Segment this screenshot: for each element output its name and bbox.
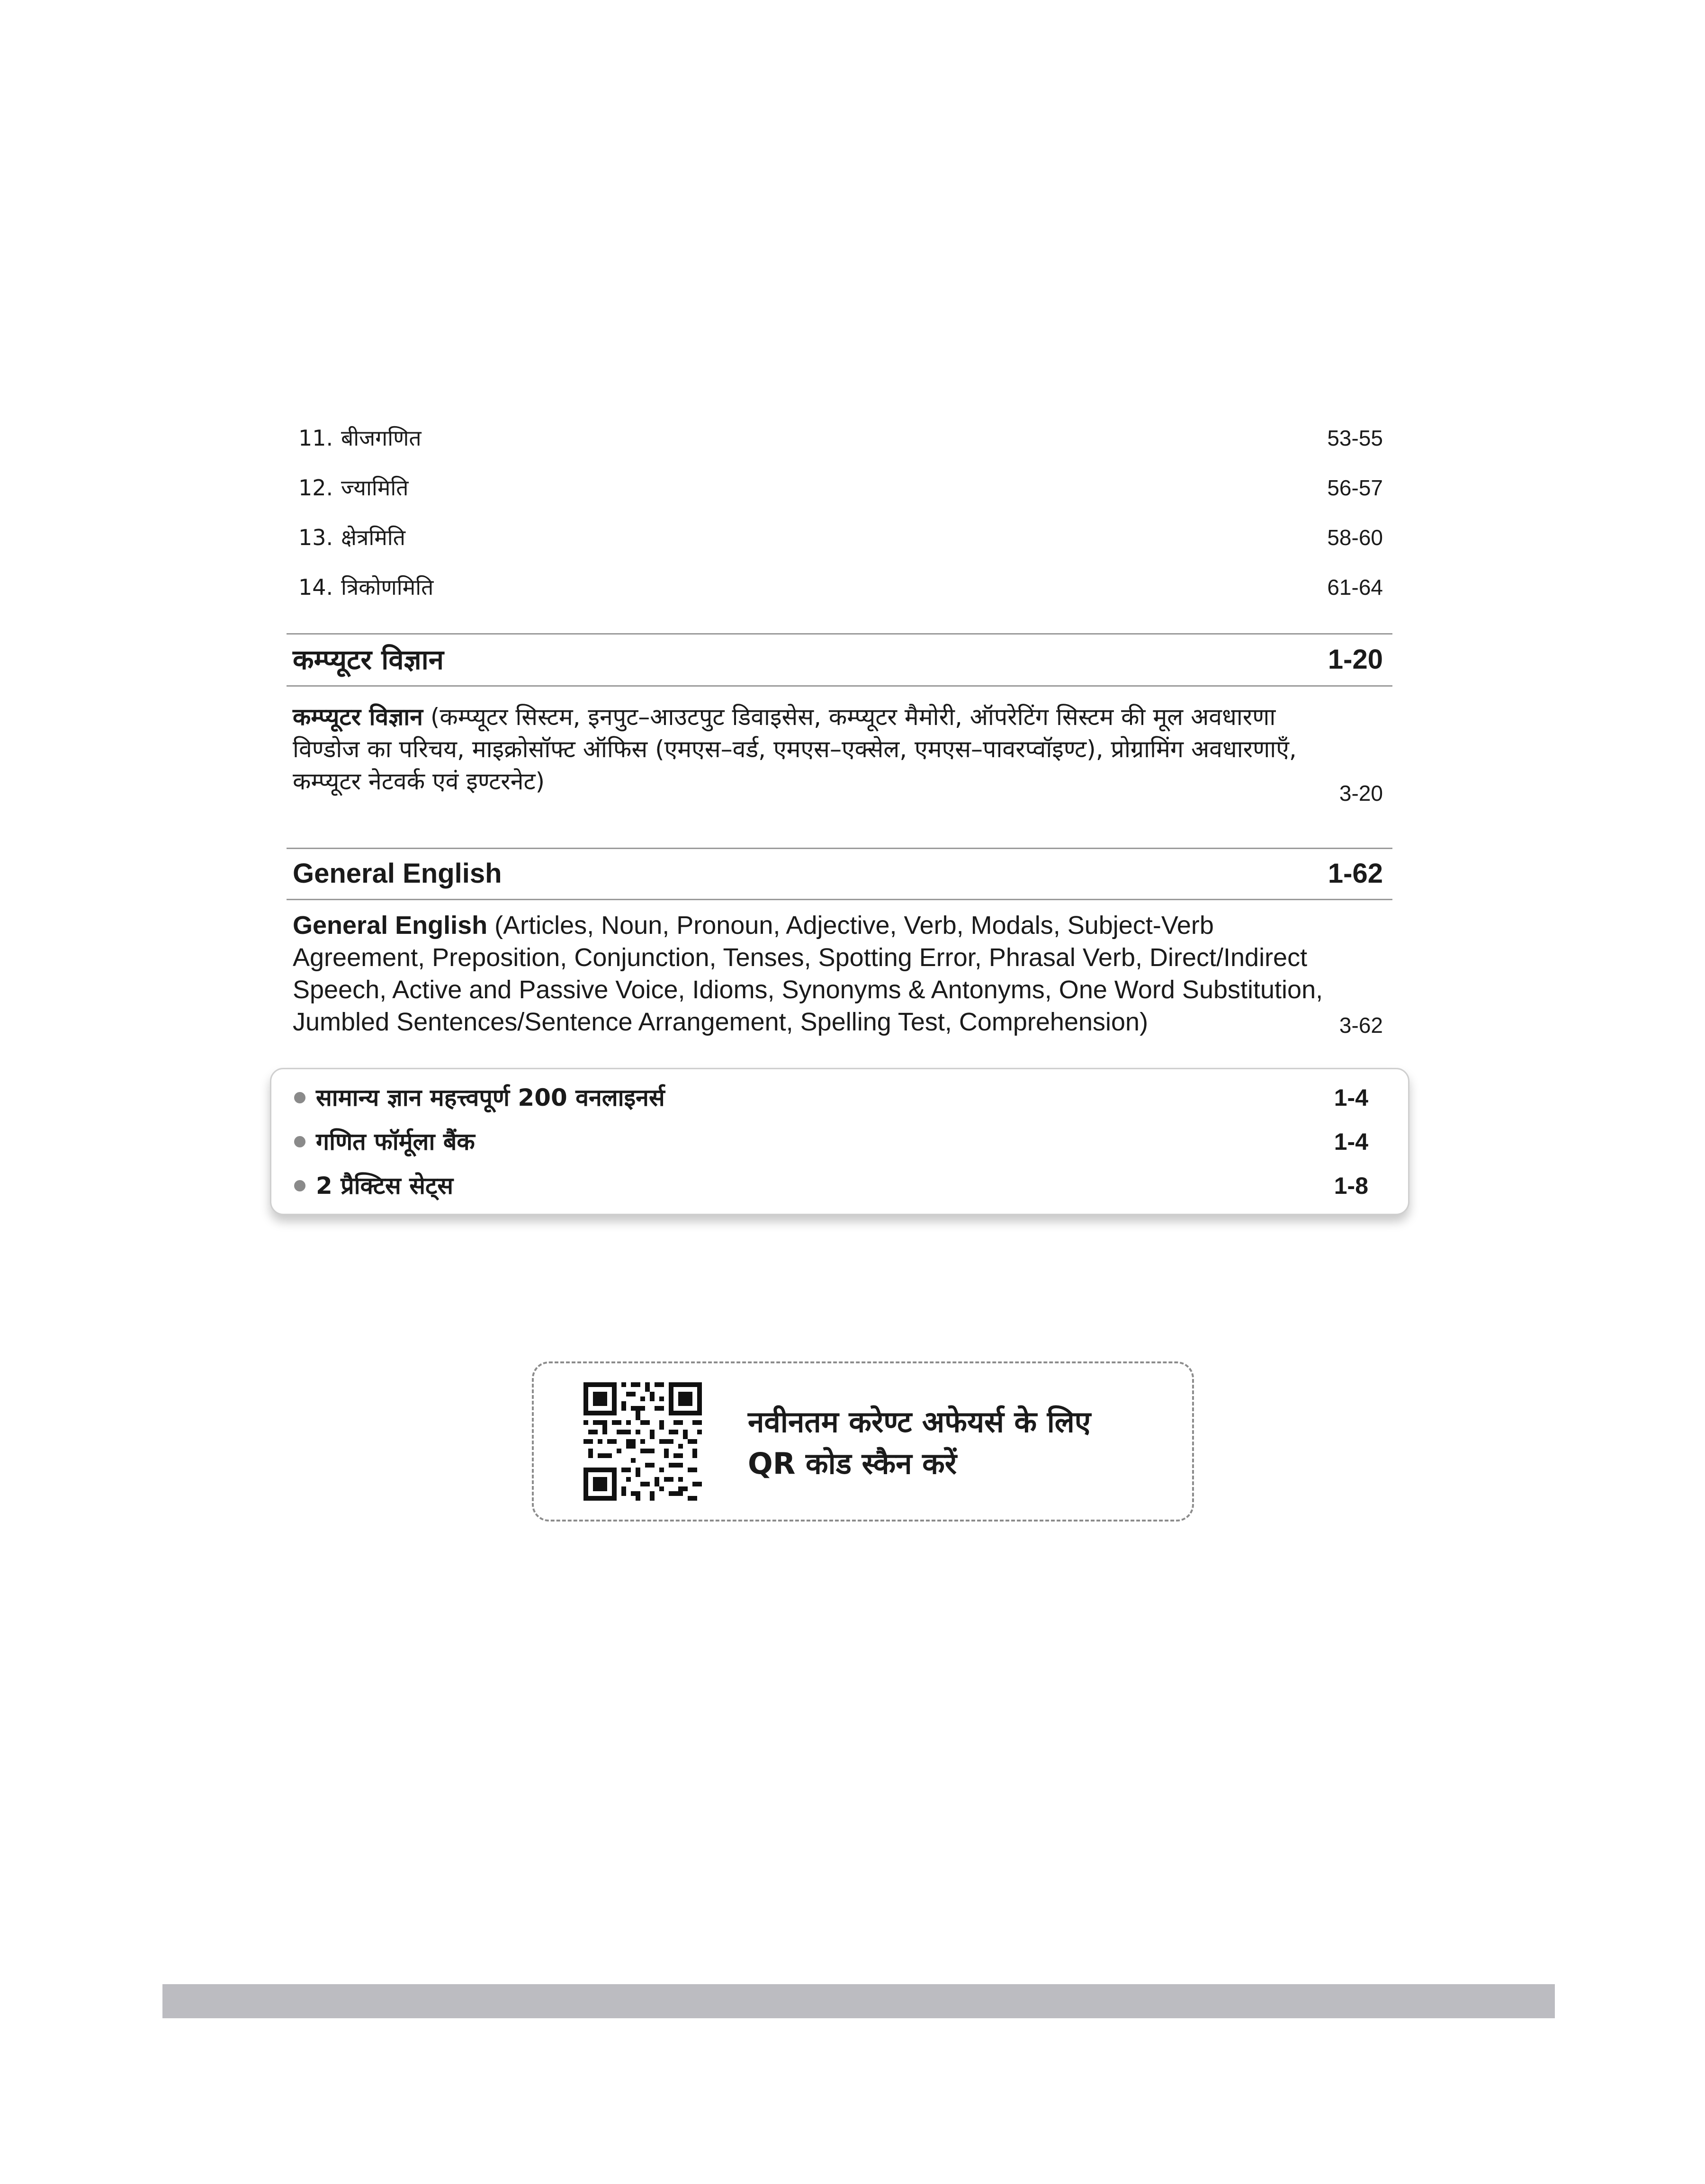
section-description-pages: 3-62 xyxy=(1339,1013,1383,1038)
qr-caption-line: QR कोड स्कैन करें xyxy=(748,1446,957,1481)
section-pages: 1-20 xyxy=(1328,644,1383,675)
description-lead: कम्प्यूटर विज्ञान xyxy=(293,703,423,731)
section-description-computer xyxy=(293,701,1325,797)
toc-row xyxy=(298,421,1383,455)
bullet-icon xyxy=(294,1092,305,1103)
toc-pages: 53-55 xyxy=(1327,426,1383,450)
toc-number: 13. xyxy=(298,525,333,550)
extras-item xyxy=(294,1120,1368,1163)
toc-row xyxy=(298,471,1383,504)
qr-caption-line: नवीनतम करेण्ट अफेयर्स के लिए xyxy=(748,1405,1091,1439)
description-text: (कम्प्यूटर सिस्टम, इनपुट–आउटपुट डिवाइसेस, कम्प्यूटर मैमोरी, ऑपरेटिंग सिस्टम की मूल अवधारणा विण्डोज का परिचय, माइक्रोसॉफ्ट ऑफिस (एमएस–वर्ड, एमएस–एक्सेल, एमएस–पावरप्वॉइण्ट), प्रोग्रामिंग अवधारणाएँ, कम्प्यूटर नेटवर्क एवं इण्टरनेट) xyxy=(293,703,1297,795)
toc-number: 14. xyxy=(298,574,333,600)
toc-title: त्रिकोणमिति xyxy=(341,574,434,600)
section-heading-english xyxy=(293,852,1383,895)
section-title: कम्प्यूटर विज्ञान xyxy=(293,644,444,676)
section-divider xyxy=(287,633,1392,635)
extras-panel xyxy=(270,1068,1409,1215)
toc-pages: 61-64 xyxy=(1327,575,1383,600)
qr-panel xyxy=(532,1361,1194,1522)
bullet-icon xyxy=(294,1136,305,1147)
extras-pages: 1-4 xyxy=(1334,1128,1368,1155)
extras-title: सामान्य ज्ञान महत्त्वपूर्ण 200 वनलाइनर्स xyxy=(316,1084,665,1111)
extras-item xyxy=(294,1076,1368,1119)
section-heading-computer xyxy=(293,638,1383,681)
section-description-english xyxy=(293,909,1325,1038)
description-text: (Articles, Noun, Pronoun, Adjective, Verb, Modals, Subject-Verb Agreement, Preposition, Conjunction, Tenses, Spotting Error, Phrasal Verb, Direct/Indirect Speech, Active and Passive Voice, Idioms, Synonyms & Antonyms, One Word Substitution, Jumbled Sentences/Sentence Arrangement, Spelling Test, Comprehension) xyxy=(293,911,1323,1036)
description-lead: General English xyxy=(293,911,488,940)
bullet-icon xyxy=(294,1180,305,1191)
section-description-pages: 3-20 xyxy=(1339,781,1383,806)
toc-row xyxy=(298,521,1383,554)
section-pages: 1-62 xyxy=(1328,858,1383,889)
footer-bar xyxy=(162,1984,1555,2018)
extras-pages: 1-4 xyxy=(1334,1084,1368,1111)
qr-caption xyxy=(748,1401,1091,1485)
toc-number: 11. xyxy=(298,425,333,451)
extras-title: गणित फॉर्मूला बैंक xyxy=(316,1128,475,1155)
toc-title: ज्यामिति xyxy=(341,475,409,501)
extras-title: 2 प्रैक्टिस सेट्स xyxy=(316,1172,454,1199)
extras-item xyxy=(294,1164,1368,1207)
section-divider xyxy=(287,848,1392,849)
toc-pages: 56-57 xyxy=(1327,475,1383,500)
section-divider xyxy=(287,685,1392,687)
toc-pages: 58-60 xyxy=(1327,525,1383,550)
section-title: General English xyxy=(293,858,502,889)
toc-row xyxy=(298,571,1383,604)
qr-code-icon[interactable] xyxy=(583,1382,702,1501)
toc-number: 12. xyxy=(298,475,333,501)
section-divider xyxy=(287,899,1392,900)
toc-title: क्षेत्रमिति xyxy=(341,525,405,550)
toc-title: बीजगणित xyxy=(341,425,422,451)
extras-pages: 1-8 xyxy=(1334,1173,1368,1199)
